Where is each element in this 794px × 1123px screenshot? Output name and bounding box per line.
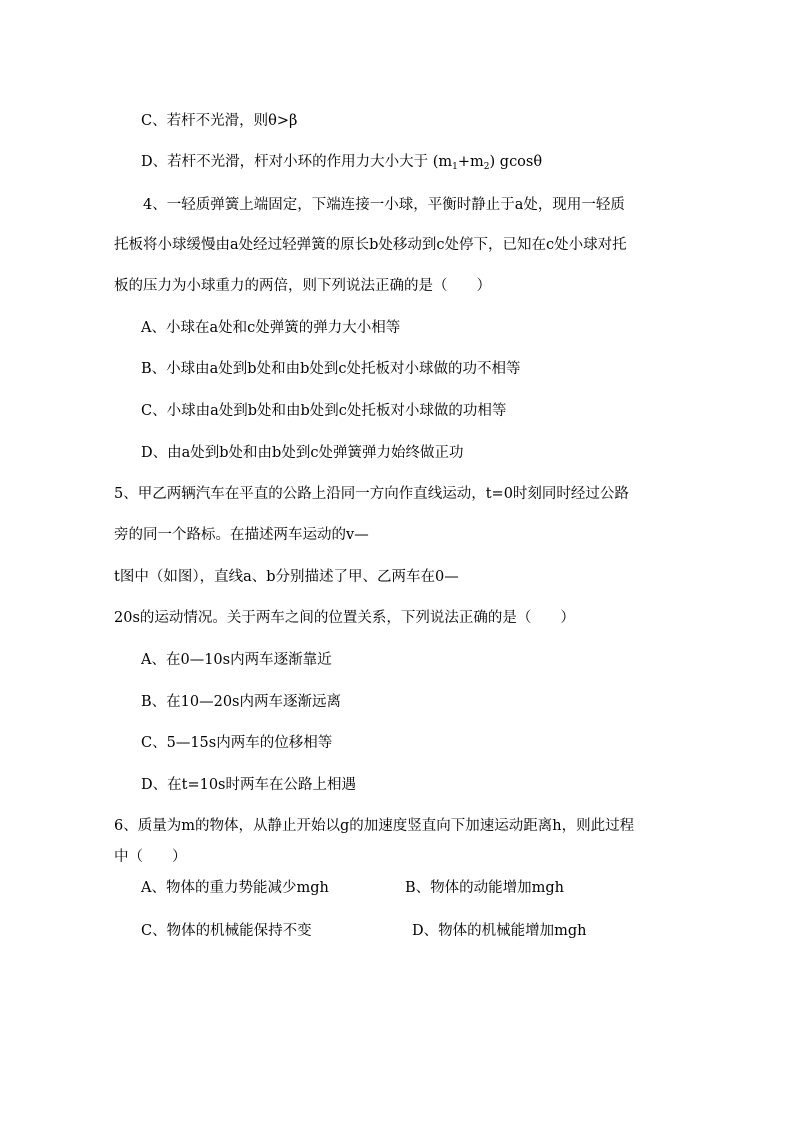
q4-stem-line-1: 4、一轻质弹簧上端固定，下端连接一小球，平衡时静止于a处，现用一轻质 xyxy=(143,197,625,213)
q4-stem-line-3: 板的压力为小球重力的两倍，则下列说法正确的是（ ） xyxy=(114,278,491,294)
q4-option-d: D、由a处到b处和由b处到c处弹簧弹力始终做正功 xyxy=(141,445,464,461)
q3-option-d-text-post: ) gcosθ xyxy=(489,154,543,170)
q6-option-b: B、物体的动能增加mgh xyxy=(405,880,565,896)
q4-option-a: A、小球在a处和c处弹簧的弹力大小相等 xyxy=(141,320,401,336)
q5-stem-line-2: 旁的同一个路标。在描述两车运动的v— xyxy=(114,527,369,543)
q3-option-d-text-pre: D、若杆不光滑，杆对小环的作用力大小大于 (m xyxy=(141,154,453,170)
q6-stem-line-1: 6、质量为m的物体，从静止开始以g的加速度竖直向下加速运动距离h，则此过程 xyxy=(114,818,635,834)
q3-option-d-subscript-2: 2 xyxy=(483,162,490,172)
q4-option-c: C、小球由a处到b处和由b处到c处托板对小球做的功相等 xyxy=(141,403,507,419)
q5-option-a: A、在0—10s内两车逐渐靠近 xyxy=(141,652,332,668)
q5-stem-line-4: 20s的运动情况。关于两车之间的位置关系，下列说法正确的是（ ） xyxy=(114,610,575,626)
q5-stem-line-3: t图中（如图），直线a、b分别描述了甲、乙两车在0— xyxy=(114,569,459,585)
q5-option-c: C、5—15s内两车的位移相等 xyxy=(141,735,333,751)
q3-option-d-subscript-1: 1 xyxy=(452,162,458,172)
q6-option-a: A、物体的重力势能减少mgh xyxy=(141,880,329,896)
q5-option-b: B、在10—20s内两车逐渐远离 xyxy=(141,694,341,710)
q6-option-d: D、物体的机械能增加mgh xyxy=(412,923,587,939)
q3-option-d-text-mid: +m xyxy=(457,154,484,170)
q4-stem-line-2: 托板将小球缓慢由a处经过轻弹簧的原长b处移动到c处停下，已知在c处小球对托 xyxy=(114,237,627,253)
q5-option-d: D、在t=10s时两车在公路上相遇 xyxy=(141,777,356,793)
q6-stem-line-2: 中（ ） xyxy=(114,849,187,865)
q3-option-c: C、若杆不光滑，则θ>β xyxy=(141,113,298,129)
q5-stem-line-1: 5、甲乙两辆汽车在平直的公路上沿同一方向作直线运动，t=0时刻同时经过公路 xyxy=(114,486,629,502)
q6-option-c: C、物体的机械能保持不变 xyxy=(141,923,312,939)
q3-option-d xyxy=(141,152,542,177)
q4-option-b: B、小球由a处到b处和由b处到c处托板对小球做的功不相等 xyxy=(141,361,521,377)
